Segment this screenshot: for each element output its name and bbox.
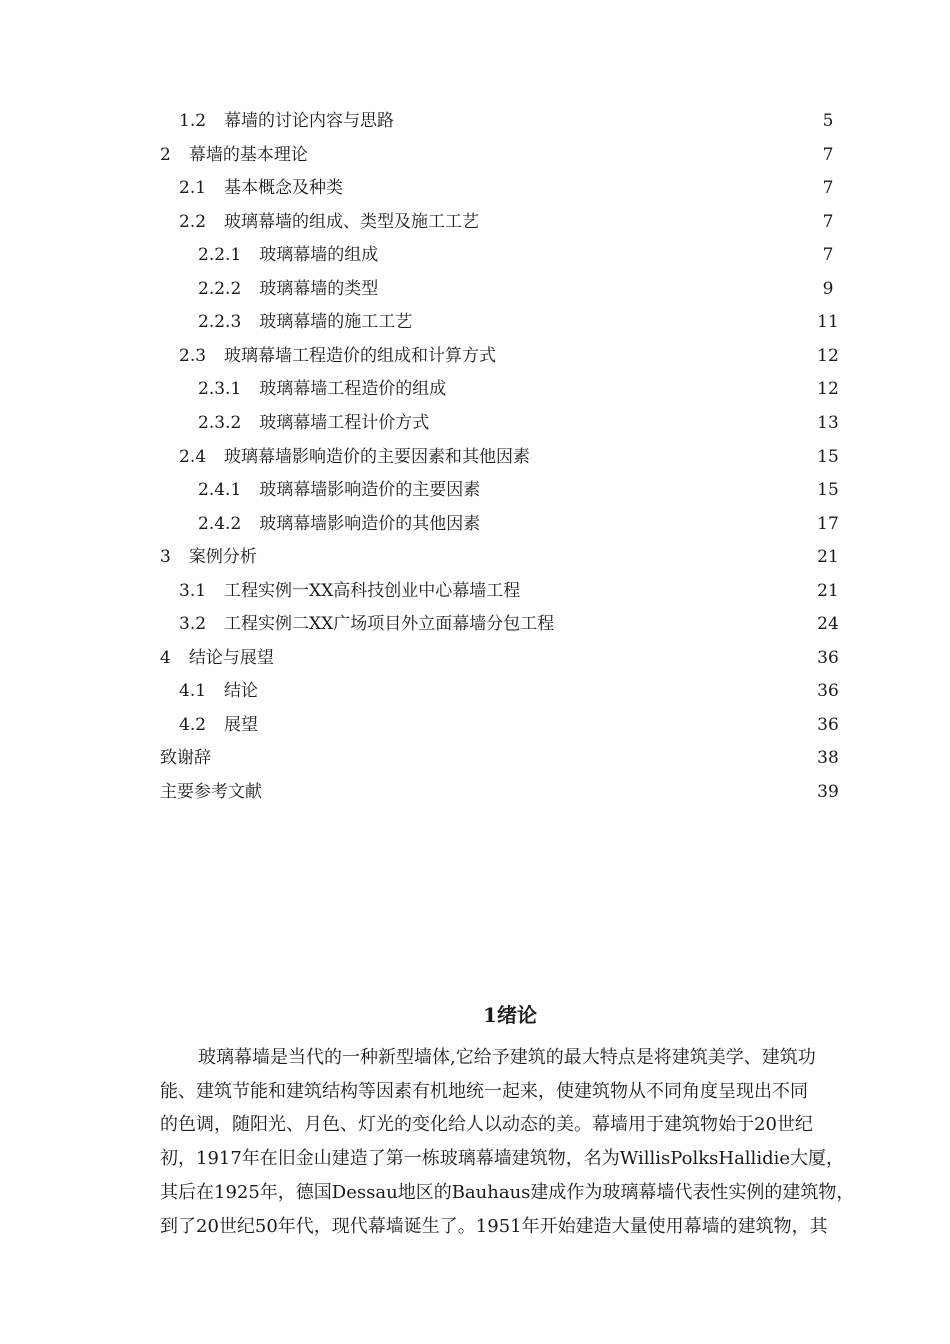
toc-page-number: 36 — [817, 648, 839, 668]
toc-entry-title: 工程实例二XX广场项目外立面幕墙分包工程 — [224, 614, 555, 634]
toc-entry-number: 4 — [160, 648, 171, 668]
toc-page-number: 12 — [817, 379, 839, 399]
toc-entry-number: 1.2 — [179, 111, 207, 131]
paragraph-line: 玻璃幕墙是当代的一种新型墙体,它给予建筑的最大特点是将建筑美学、建筑功 — [198, 1047, 816, 1068]
toc-page-number: 17 — [817, 514, 839, 534]
toc-entry-title: 案例分析 — [188, 547, 257, 567]
toc-page-number: 15 — [817, 447, 839, 467]
toc-entry-number: 4.2 — [179, 715, 207, 735]
toc-entry[interactable] — [198, 377, 446, 401]
toc-entry-number: 2.2 — [179, 212, 207, 232]
toc-entry[interactable] — [198, 478, 480, 502]
toc-page-number: 7 — [822, 212, 834, 232]
toc-entry[interactable] — [179, 344, 496, 368]
toc-entry[interactable] — [160, 646, 274, 670]
toc-page-number: 7 — [822, 178, 834, 198]
toc-entry-number: 2.3.1 — [198, 379, 242, 399]
toc-entry[interactable] — [179, 445, 530, 469]
toc-entry-number: 2.2.1 — [198, 245, 242, 265]
toc-entry-title: 玻璃幕墙工程造价的组成 — [259, 379, 447, 399]
toc-entry[interactable] — [198, 512, 480, 536]
toc-entry-number: 2.1 — [179, 178, 207, 198]
toc-entry-title: 玻璃幕墙的类型 — [259, 279, 379, 299]
toc-entry[interactable] — [160, 746, 211, 770]
toc-page-number: 21 — [817, 581, 839, 601]
toc-entry-title: 致谢辞 — [160, 748, 211, 768]
toc-entry-title: 结论 — [224, 681, 259, 701]
toc-entry-title: 结论与展望 — [188, 648, 274, 668]
toc-entry-number: 2.4 — [179, 447, 207, 467]
section-heading: 1绪论 — [483, 1003, 537, 1027]
paragraph-line: 到了20世纪50年代，现代幕墙诞生了。1951年开始建造大量使用幕墙的建筑物，其 — [160, 1215, 828, 1237]
toc-entry[interactable] — [198, 243, 378, 267]
toc-entry[interactable] — [160, 545, 257, 569]
toc-entry[interactable] — [160, 143, 308, 167]
toc-entry-title: 玻璃幕墙的组成、类型及施工工艺 — [224, 212, 480, 232]
toc-entry[interactable] — [179, 210, 479, 234]
toc-entry[interactable] — [179, 109, 394, 133]
toc-entry-number: 2.2.2 — [198, 279, 242, 299]
toc-entry-title: 玻璃幕墙工程计价方式 — [259, 413, 430, 433]
toc-entry-title: 幕墙的基本理论 — [188, 145, 308, 165]
toc-entry-number: 2 — [160, 145, 171, 165]
paragraph-line: 初，1917年在旧金山建造了第一栋玻璃幕墙建筑物，名为WillisPolksHallidie大厦， — [160, 1148, 845, 1170]
toc-entry[interactable] — [160, 780, 262, 804]
toc-page-number: 7 — [822, 245, 834, 265]
toc-entry-title: 玻璃幕墙工程造价的组成和计算方式 — [224, 346, 497, 366]
toc-entry-number: 2.4.2 — [198, 514, 242, 534]
toc-page-number: 38 — [817, 748, 839, 768]
toc-page-number: 11 — [817, 312, 839, 332]
toc-entry-title: 展望 — [224, 715, 259, 735]
toc-entry[interactable] — [198, 411, 429, 435]
toc-entry-number: 3 — [160, 547, 171, 567]
toc-entry[interactable] — [179, 176, 343, 200]
toc-page-number: 9 — [822, 279, 834, 299]
toc-entry-title: 工程实例一XX高科技创业中心幕墙工程 — [224, 581, 521, 601]
toc-entry-number: 3.2 — [179, 614, 207, 634]
body-paragraph — [160, 1041, 855, 1243]
toc-entry[interactable] — [179, 579, 520, 603]
toc-entry-title: 主要参考文献 — [160, 782, 262, 802]
toc-entry-number: 2.4.1 — [198, 480, 242, 500]
toc-page-number: 36 — [817, 715, 839, 735]
toc-page-number: 36 — [817, 681, 839, 701]
toc-entry[interactable] — [179, 713, 258, 737]
toc-entry[interactable] — [179, 679, 258, 703]
toc-page-number: 13 — [817, 413, 839, 433]
toc-page-number: 5 — [822, 111, 834, 131]
toc-entry-title: 玻璃幕墙的组成 — [259, 245, 379, 265]
toc-entry-title: 玻璃幕墙影响造价的主要因素 — [259, 480, 481, 500]
toc-entry-number: 4.1 — [179, 681, 207, 701]
toc-entry-title: 玻璃幕墙影响造价的主要因素和其他因素 — [224, 447, 531, 467]
toc-page-number: 21 — [817, 547, 839, 567]
toc-page-number: 7 — [822, 145, 834, 165]
toc-entry-title: 基本概念及种类 — [224, 178, 344, 198]
toc-entry-number: 2.3.2 — [198, 413, 242, 433]
toc-page-number: 39 — [817, 782, 839, 802]
toc-entry-title: 幕墙的讨论内容与思路 — [224, 111, 395, 131]
toc-entry[interactable] — [179, 612, 554, 636]
toc-entry[interactable] — [198, 310, 412, 334]
toc-entry-number: 2.2.3 — [198, 312, 242, 332]
toc-entry-title: 玻璃幕墙的施工工艺 — [259, 312, 413, 332]
paragraph-line: 其后在1925年，德国Dessau地区的Bauhaus建成作为玻璃幕墙代表性实例的建筑物， — [160, 1181, 855, 1203]
toc-entry-number: 2.3 — [179, 346, 207, 366]
toc-page-number: 15 — [817, 480, 839, 500]
toc-page-number: 24 — [817, 614, 839, 634]
toc-entry-number: 3.1 — [179, 581, 207, 601]
toc-page-number: 12 — [817, 346, 839, 366]
paragraph-line: 的色调，随阳光、月色、灯光的变化给人以动态的美。幕墙用于建筑物始于20世纪 — [160, 1114, 813, 1136]
toc-entry[interactable] — [198, 277, 378, 301]
paragraph-line: 能、建筑节能和建筑结构等因素有机地统一起来，使建筑物从不同角度呈现出不同 — [160, 1080, 808, 1102]
toc-entry-title: 玻璃幕墙影响造价的其他因素 — [259, 514, 481, 534]
